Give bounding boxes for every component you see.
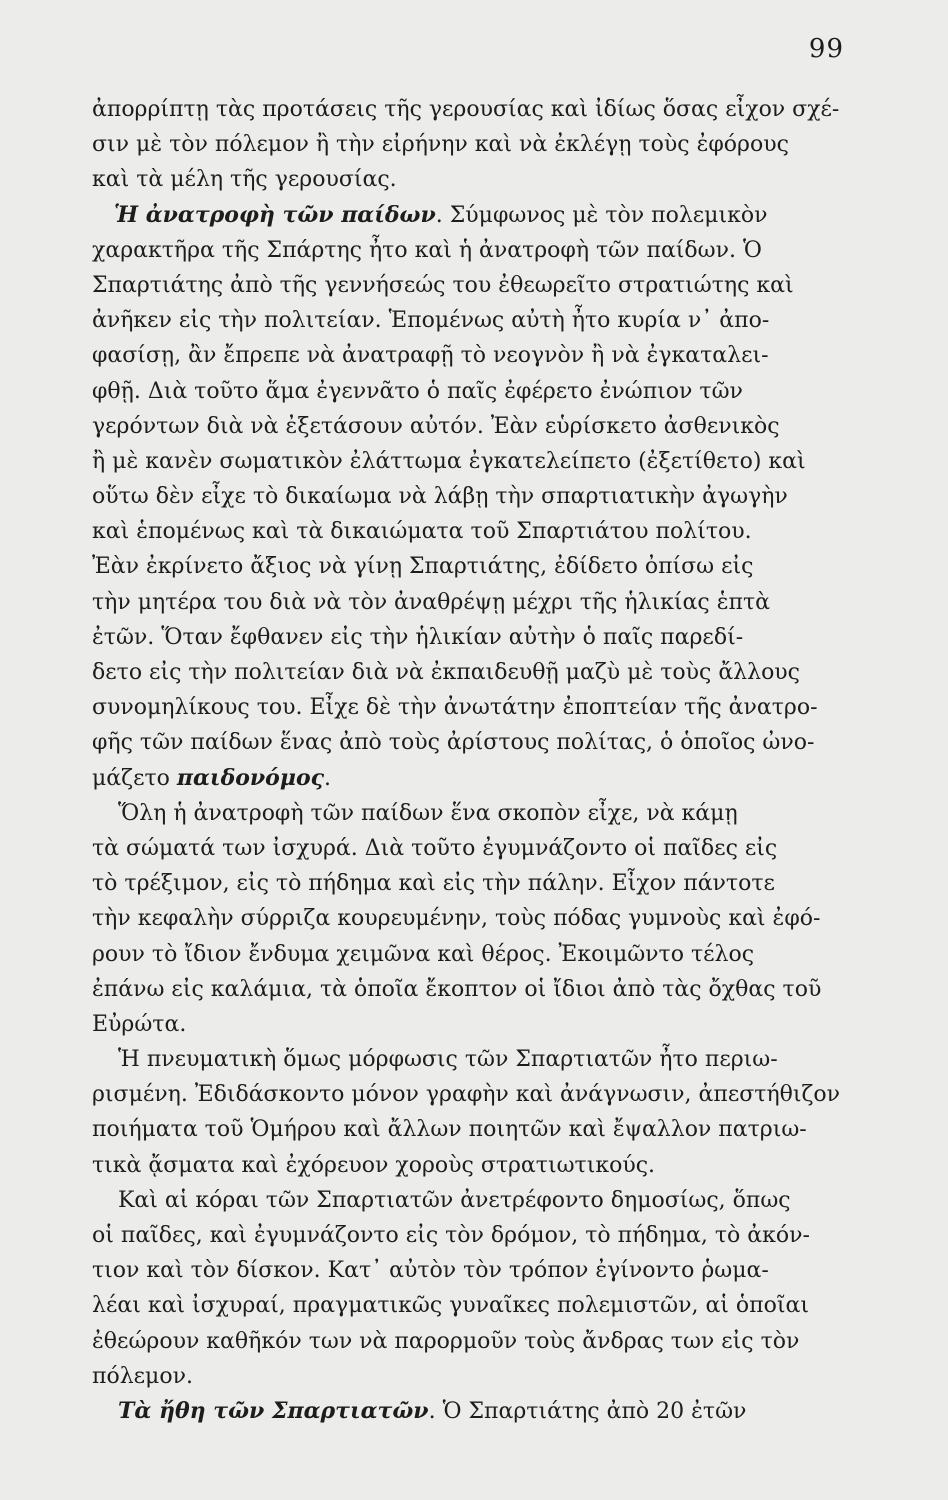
text-run: . Ὁ Σπαρτιάτης ἀπὸ 20 ἐτῶν [428,1398,747,1424]
text-run: χαρακτῆρα τῆς Σπάρτης ἦτο καὶ ἡ ἀνατροφὴ τῶν παίδων. Ὁ [92,237,762,263]
text-run: οἱ παῖδες, καὶ ἐγυμνάζοντο εἰς τὸν δρόμον, τὸ πήδημα, τὸ ἀκόν- [92,1223,810,1248]
text-line [92,268,872,303]
text-line [92,937,872,972]
text-line [92,303,872,338]
text-run: τικὰ ᾄσματα καὶ ἐχόρευον χοροὺς στρατιωτικούς. [92,1152,656,1178]
text-line [92,1183,872,1218]
text-line [92,92,872,127]
text-run: Ἡ πνευματικὴ ὅμως μόρφωσις τῶν Σπαρτιατῶν ἦτο περιω- [118,1047,778,1073]
text-line [92,1218,872,1253]
text-line [92,585,872,620]
text-line [92,1253,872,1288]
text-run: μάζετο [92,765,177,791]
text-line [92,198,872,233]
text-run: . Σύμφωνος μὲ τὸν πολεμικὸν [435,202,768,228]
text-line [92,1042,872,1077]
text-line [92,1077,872,1112]
text-run: καὶ τὰ μέλη τῆς γερουσίας. [92,167,397,193]
page-number: 99 [808,34,844,64]
text-line [92,690,872,725]
text-run: Ὅλη ἡ ἀνατροφὴ τῶν παίδων ἕνα σκοπὸν εἶχε, νὰ κάμῃ [118,800,738,826]
text-run: ἀνῆκεν εἰς τὴν πολιτείαν. Ἑπομένως αὐτὴ ἦτο κυρία ν᾽ ἀπο- [92,308,770,334]
body-text [92,92,872,1429]
text-run: Σπαρτιάτης ἀπὸ τῆς γεννήσεώς του ἐθεωρεῖτο στρατιώτης καὶ [92,272,794,298]
text-run: οὕτω δὲν εἶχε τὸ δικαίωμα νὰ λάβῃ τὴν σπαρτιατικὴν ἀγωγὴν [92,484,788,510]
text-run: ἢ μὲ κανὲν σωματικὸν ἐλάττωμα ἐγκατελείπετο (ἐξετίθετο) καὶ [92,448,806,474]
text-line [92,725,872,760]
text-run: ποιήματα τοῦ Ὁμήρου καὶ ἄλλων ποιητῶν καὶ ἔψαλλον πατριω- [92,1117,807,1143]
text-run: λέαι καὶ ἰσχυραί, πραγματικῶς γυναῖκες πολεμιστῶν, αἱ ὁποῖαι [92,1293,809,1319]
text-line [92,127,872,162]
text-line [92,972,872,1007]
text-run: φθῇ. Διὰ τοῦτο ἅμα ἐγεννᾶτο ὁ παῖς ἐφέρετο ἐνώπιον τῶν [92,378,743,404]
text-line [92,162,872,197]
text-line [92,1359,872,1394]
text-run: τιον καὶ τὸν δίσκον. Κατ᾽ αὐτὸν τὸν τρόπον ἐγίνοντο ῥωμα- [92,1258,769,1284]
text-run: Εὐρώτα. [92,1011,187,1037]
text-run: τὴν μητέρα του διὰ νὰ τὸν ἀναθρέψῃ μέχρι τῆς ἡλικίας ἑπτὰ [92,589,770,615]
text-line [92,1324,872,1359]
text-run: φῆς τῶν παίδων ἕνας ἀπὸ τοὺς ἀρίστους πολίτας, ὁ ὁποῖος ὠνο- [92,730,815,756]
text-run: σιν μὲ τὸν πόλεμον ἢ τὴν εἰρήνην καὶ νὰ ἐκλέγῃ τοὺς ἐφόρους [92,132,789,158]
text-line [92,549,872,584]
text-line [92,479,872,514]
text-run: φασίσῃ, ἂν ἔπρεπε νὰ ἀνατραφῇ τὸ νεογνὸν ἢ νὰ ἐγκαταλει- [92,343,769,369]
heading-run: Τὰ ἤθη τῶν Σπαρτιατῶν [118,1397,429,1424]
text-run: πόλεμον. [92,1363,193,1389]
text-line [92,655,872,690]
text-run: δετο εἰς τὴν πολιτείαν διὰ νὰ ἐκπαιδευθῇ μαζὺ μὲ τοὺς ἄλλους [92,660,801,685]
heading-run: Ἡ ἀνατροφὴ τῶν παίδων [114,201,436,228]
text-line [92,1007,872,1042]
text-line [92,1394,872,1429]
heading-run: παιδονόμος [176,764,325,791]
text-run: τὸ τρέξιμον, εἰς τὸ πήδημα καὶ εἰς τὴν πάλην. Εἶχον πάντοτε [92,871,775,897]
text-run: ἐπάνω εἰς καλάμια, τὰ ὁποῖα ἔκοπτον οἱ ἴδιοι ἀπὸ τὰς ὄχθας τοῦ [92,976,822,1002]
text-line [92,1288,872,1323]
text-line [92,620,872,655]
text-run: Ἐὰν ἐκρίνετο ἄξιος νὰ γίνῃ Σπαρτιάτης, ἐδίδετο ὀπίσω εἰς [92,554,754,580]
text-run: ἀπορρίπτῃ τὰς προτάσεις τῆς γερουσίας καὶ ἰδίως ὅσας εἶχον σχέ- [92,97,840,122]
text-run: τὴν κεφαλὴν σύρριζα κουρευμένην, τοὺς πόδας γυμνοὺς καὶ ἐφό- [92,906,821,932]
text-run: . [324,765,332,791]
text-run: ρουν τὸ ἴδιον ἔνδυμα χειμῶνα καὶ θέρος. Ἐκοιμῶντο τέλος [92,941,755,967]
text-run: συνομηλίκους του. Εἶχε δὲ τὴν ἀνωτάτην ἐποπτείαν τῆς ἀνατρο- [92,695,818,721]
text-run: ἐτῶν. Ὅταν ἔφθανεν εἰς τὴν ἡλικίαν αὐτὴν ὁ παῖς παρεδί- [92,624,744,650]
text-line [92,233,872,268]
text-line [92,514,872,549]
text-line [92,761,872,796]
text-line [92,374,872,409]
text-run: καὶ ἑπομένως καὶ τὰ δικαιώματα τοῦ Σπαρτιάτου πολίτου. [92,519,752,545]
text-line [92,409,872,444]
text-line [92,1148,872,1183]
text-line [92,901,872,936]
text-run: Καὶ αἱ κόραι τῶν Σπαρτιατῶν ἀνετρέφοντο δημοσίως, ὅπως [118,1187,791,1213]
text-line [92,338,872,373]
text-run: γερόντων διὰ νὰ ἐξετάσουν αὐτόν. Ἐὰν εὑρίσκετο ἀσθενικὸς [92,413,780,439]
text-line [92,831,872,866]
text-line [92,1112,872,1147]
text-line [92,444,872,479]
text-run: τὰ σώματά των ἰσχυρά. Διὰ τοῦτο ἐγυμνάζοντο οἱ παῖδες εἰς [92,835,778,861]
text-line [92,796,872,831]
text-line [92,866,872,901]
text-run: ρισμένη. Ἐδιδάσκοντο μόνον γραφὴν καὶ ἀνάγνωσιν, ἀπεστήθιζον [92,1082,841,1108]
text-run: ἐθεώρουν καθῆκόν των νὰ παρορμοῦν τοὺς ἄνδρας των εἰς τὸν [92,1328,800,1354]
